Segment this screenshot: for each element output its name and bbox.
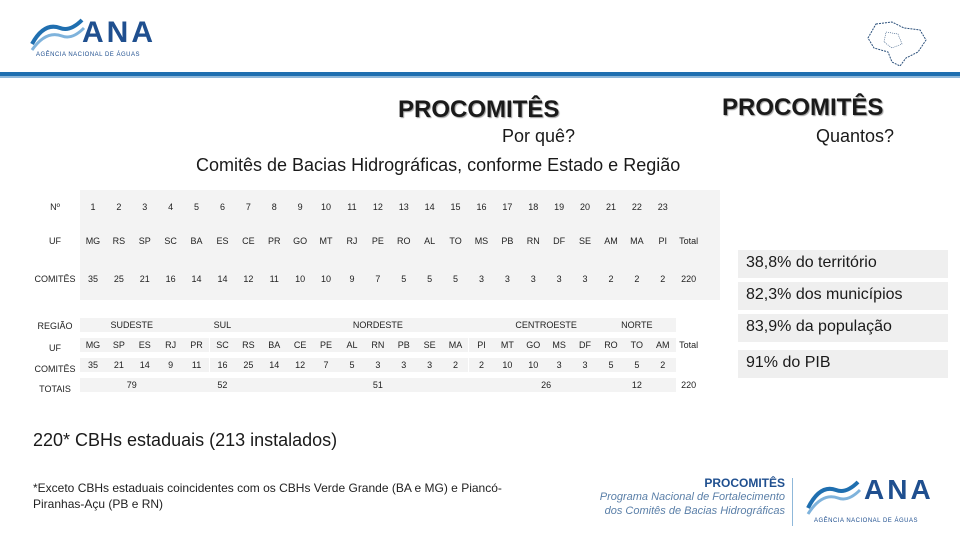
state-uf-cell: ES	[216, 236, 229, 246]
state-uf-cell: SE	[579, 236, 592, 246]
state-number-cell: 17	[502, 202, 513, 212]
state-number-cell: 10	[321, 202, 332, 212]
region-total-cell: 12	[598, 378, 676, 392]
state-comites-cell: 12	[243, 274, 254, 284]
region-header: NORDESTE	[261, 318, 494, 332]
state-comites-cell: 2	[660, 274, 666, 284]
header-divider-light	[0, 76, 960, 78]
region-total-cell: 52	[184, 378, 262, 392]
state-uf-cell: MS	[474, 236, 489, 246]
main-heading: Comitês de Bacias Hidrográficas, conforme Estado e Região	[196, 155, 681, 175]
row-label-comites: COMITÊS	[34, 364, 76, 374]
row-label-uf: UF	[49, 343, 61, 353]
stat-territory: 38,8% do território	[738, 250, 948, 278]
stat-municipalities: 82,3% dos municípios	[738, 282, 948, 310]
state-uf-cell: SP	[138, 236, 151, 246]
state-number-cell: 19	[554, 202, 565, 212]
region-comites-cell: 35	[80, 358, 106, 372]
region-total-cell: 79	[80, 378, 184, 392]
state-uf-cell: AL	[424, 236, 436, 246]
region-comites-cell: 5	[339, 358, 365, 372]
state-comites-cell: 10	[321, 274, 332, 284]
region-comites-cell: 3	[365, 358, 391, 372]
state-comites-cell: 11	[269, 274, 279, 284]
state-number-cell: 14	[424, 202, 435, 212]
region-header: SUL	[184, 318, 262, 332]
region-uf-cell: MT	[494, 338, 520, 352]
row-label-uf: UF	[49, 236, 61, 246]
region-comites-cell: 10	[520, 358, 546, 372]
region-comites-cell: 16	[210, 358, 236, 372]
state-uf-cell: SC	[164, 236, 177, 246]
region-comites-cell: 11	[184, 358, 210, 372]
state-number-cell: 5	[194, 202, 200, 212]
region-total-cell: 220	[681, 380, 697, 390]
state-comites-cell: 14	[217, 274, 228, 284]
stat-population: 83,9% da população	[738, 314, 948, 342]
region-uf-cell: MA	[443, 338, 469, 352]
state-uf-cell: BA	[190, 236, 203, 246]
state-uf-cell: PE	[371, 236, 384, 246]
region-comites-cell: 14	[132, 358, 158, 372]
region-uf-cell: Total	[679, 340, 699, 350]
region-comites-cell: 14	[261, 358, 287, 372]
region-uf-cell: AM	[650, 338, 676, 352]
state-uf-cell: PB	[501, 236, 514, 246]
region-uf-cell: RN	[365, 338, 391, 352]
state-comites-cell: 21	[139, 274, 150, 284]
state-comites-cell: 7	[375, 274, 381, 284]
region-uf-cell: SC	[210, 338, 236, 352]
state-uf-cell: RS	[112, 236, 126, 246]
region-comites-cell: 10	[494, 358, 520, 372]
row-label-totais: TOTAIS	[39, 384, 71, 394]
region-comites-cell: 3	[546, 358, 572, 372]
region-comites-cell: 9	[158, 358, 184, 372]
region-uf-cell: RS	[235, 338, 261, 352]
state-number-cell: 8	[271, 202, 277, 212]
region-header: NORTE	[598, 318, 676, 332]
committees-by-state-table	[30, 190, 720, 300]
program-title: PROCOMITÊS	[704, 476, 785, 490]
state-comites-cell: 3	[582, 274, 588, 284]
region-uf-cell: CE	[287, 338, 313, 352]
state-number-cell: 3	[142, 202, 148, 212]
footer-logo-subtitle: AGÊNCIA NACIONAL DE ÁGUAS	[814, 518, 918, 524]
row-label-regiao: REGIÃO	[37, 321, 73, 331]
state-uf-cell: RJ	[346, 236, 358, 246]
state-comites-cell: 14	[191, 274, 202, 284]
state-number-cell: 22	[631, 202, 642, 212]
committees-by-region-table	[30, 312, 720, 392]
state-comites-cell: 2	[634, 274, 640, 284]
region-comites-cell: 21	[106, 358, 132, 372]
state-number-cell: 13	[398, 202, 409, 212]
state-uf-cell: TO	[449, 236, 462, 246]
state-number-cell: 7	[245, 202, 251, 212]
region-uf-cell: GO	[520, 338, 546, 352]
ana-wave-icon	[30, 14, 86, 52]
ana-logo	[30, 14, 160, 64]
region-uf-cell: ES	[132, 338, 158, 352]
region-uf-cell: MG	[80, 338, 106, 352]
region-uf-cell: PI	[469, 338, 495, 352]
footer-logo-text: ANA	[864, 474, 934, 505]
state-number-cell: 4	[168, 202, 174, 212]
right-subtitle: Quantos?	[816, 126, 895, 146]
left-subtitle: Por quê?	[502, 126, 576, 146]
region-comites-cell: 3	[391, 358, 417, 372]
state-number-cell: 21	[605, 202, 616, 212]
state-comites-cell: 3	[504, 274, 510, 284]
region-header: CENTROESTE	[494, 318, 598, 332]
state-number-cell: 9	[297, 202, 303, 212]
state-uf-cell: MG	[85, 236, 101, 246]
state-comites-cell: 25	[113, 274, 124, 284]
state-number-cell: 6	[219, 202, 225, 212]
region-comites-cell: 2	[650, 358, 676, 372]
state-number-cell: 2	[116, 202, 122, 212]
state-number-cell: 15	[450, 202, 461, 212]
region-uf-cell: TO	[624, 338, 650, 352]
region-comites-cell: 3	[417, 358, 443, 372]
ana-footer-logo	[806, 474, 946, 530]
state-number-cell: 16	[476, 202, 487, 212]
state-uf-cell: RO	[396, 236, 411, 246]
state-comites-cell: 10	[295, 274, 306, 284]
state-comites-cell: 3	[556, 274, 562, 284]
ana-wave-icon	[806, 476, 862, 516]
region-comites-cell: 25	[235, 358, 261, 372]
program-line-1: Programa Nacional de Fortalecimento	[599, 491, 785, 503]
state-number-cell: 20	[580, 202, 591, 212]
row-label-comites: COMITÊS	[34, 274, 76, 284]
state-comites-cell: 5	[427, 274, 433, 284]
brazil-map-icon	[862, 18, 932, 68]
region-comites-cell: 2	[469, 358, 495, 372]
state-uf-cell: RN	[526, 236, 540, 246]
state-number-cell: 18	[528, 202, 539, 212]
left-title: PROCOMITÊS	[398, 96, 560, 123]
cbh-count: 220* CBHs estaduais (213 instalados)	[33, 430, 338, 450]
footer-divider	[792, 478, 793, 526]
logo-text: ANA	[82, 16, 156, 49]
region-uf-cell: BA	[261, 338, 287, 352]
state-uf-cell: Total	[679, 236, 699, 246]
region-uf-cell: DF	[572, 338, 598, 352]
state-uf-cell: PR	[267, 236, 281, 246]
state-uf-cell: GO	[293, 236, 308, 246]
procomites-logo	[560, 476, 785, 518]
state-comites-cell: 3	[478, 274, 484, 284]
region-uf-cell: RJ	[158, 338, 184, 352]
row-label-number: Nº	[50, 202, 60, 212]
state-uf-cell: CE	[242, 236, 255, 246]
footnote: *Exceto CBHs estaduais coincidentes com os CBHs Verde Grande (BA e MG) e Piancó-Piranhas-Açu (PB e RN)	[33, 481, 502, 511]
region-uf-cell: SE	[417, 338, 443, 352]
region-uf-cell: PR	[184, 338, 210, 352]
stat-gdp: 91% do PIB	[738, 350, 948, 378]
state-comites-cell: 16	[165, 274, 176, 284]
region-uf-cell: SP	[106, 338, 132, 352]
logo-subtitle: AGÊNCIA NACIONAL DE ÁGUAS	[36, 52, 140, 58]
state-uf-cell: AM	[604, 236, 618, 246]
state-comites-cell: 3	[530, 274, 536, 284]
right-title: PROCOMITÊS	[722, 94, 884, 121]
state-number-cell: 23	[657, 202, 668, 212]
state-number-cell: 12	[372, 202, 383, 212]
region-uf-cell: PB	[391, 338, 417, 352]
region-total-cell: 26	[494, 378, 598, 392]
region-comites-cell: 2	[443, 358, 469, 372]
region-total-cell: 51	[261, 378, 494, 392]
state-comites-cell: 35	[87, 274, 98, 284]
region-comites-cell: 7	[313, 358, 339, 372]
state-uf-cell: MT	[319, 236, 333, 246]
region-uf-cell: AL	[339, 338, 365, 352]
region-uf-cell: PE	[313, 338, 339, 352]
state-uf-cell: DF	[553, 236, 566, 246]
region-comites-cell: 5	[624, 358, 650, 372]
state-comites-cell: 5	[453, 274, 459, 284]
state-uf-cell: PI	[658, 236, 667, 246]
state-comites-cell: 9	[349, 274, 355, 284]
region-comites-cell: 5	[598, 358, 624, 372]
state-number-cell: 1	[90, 202, 96, 212]
state-number-cell: 11	[347, 202, 357, 212]
state-comites-cell: 2	[608, 274, 614, 284]
region-uf-cell: RO	[598, 338, 624, 352]
region-uf-cell: MS	[546, 338, 572, 352]
state-comites-cell: 220	[681, 274, 697, 284]
region-comites-cell: 3	[572, 358, 598, 372]
state-uf-cell: MA	[630, 236, 644, 246]
program-line-2: dos Comitês de Bacias Hidrográficas	[604, 505, 785, 517]
region-header: SUDESTE	[80, 318, 184, 332]
state-comites-cell: 5	[401, 274, 407, 284]
region-comites-cell: 12	[287, 358, 313, 372]
